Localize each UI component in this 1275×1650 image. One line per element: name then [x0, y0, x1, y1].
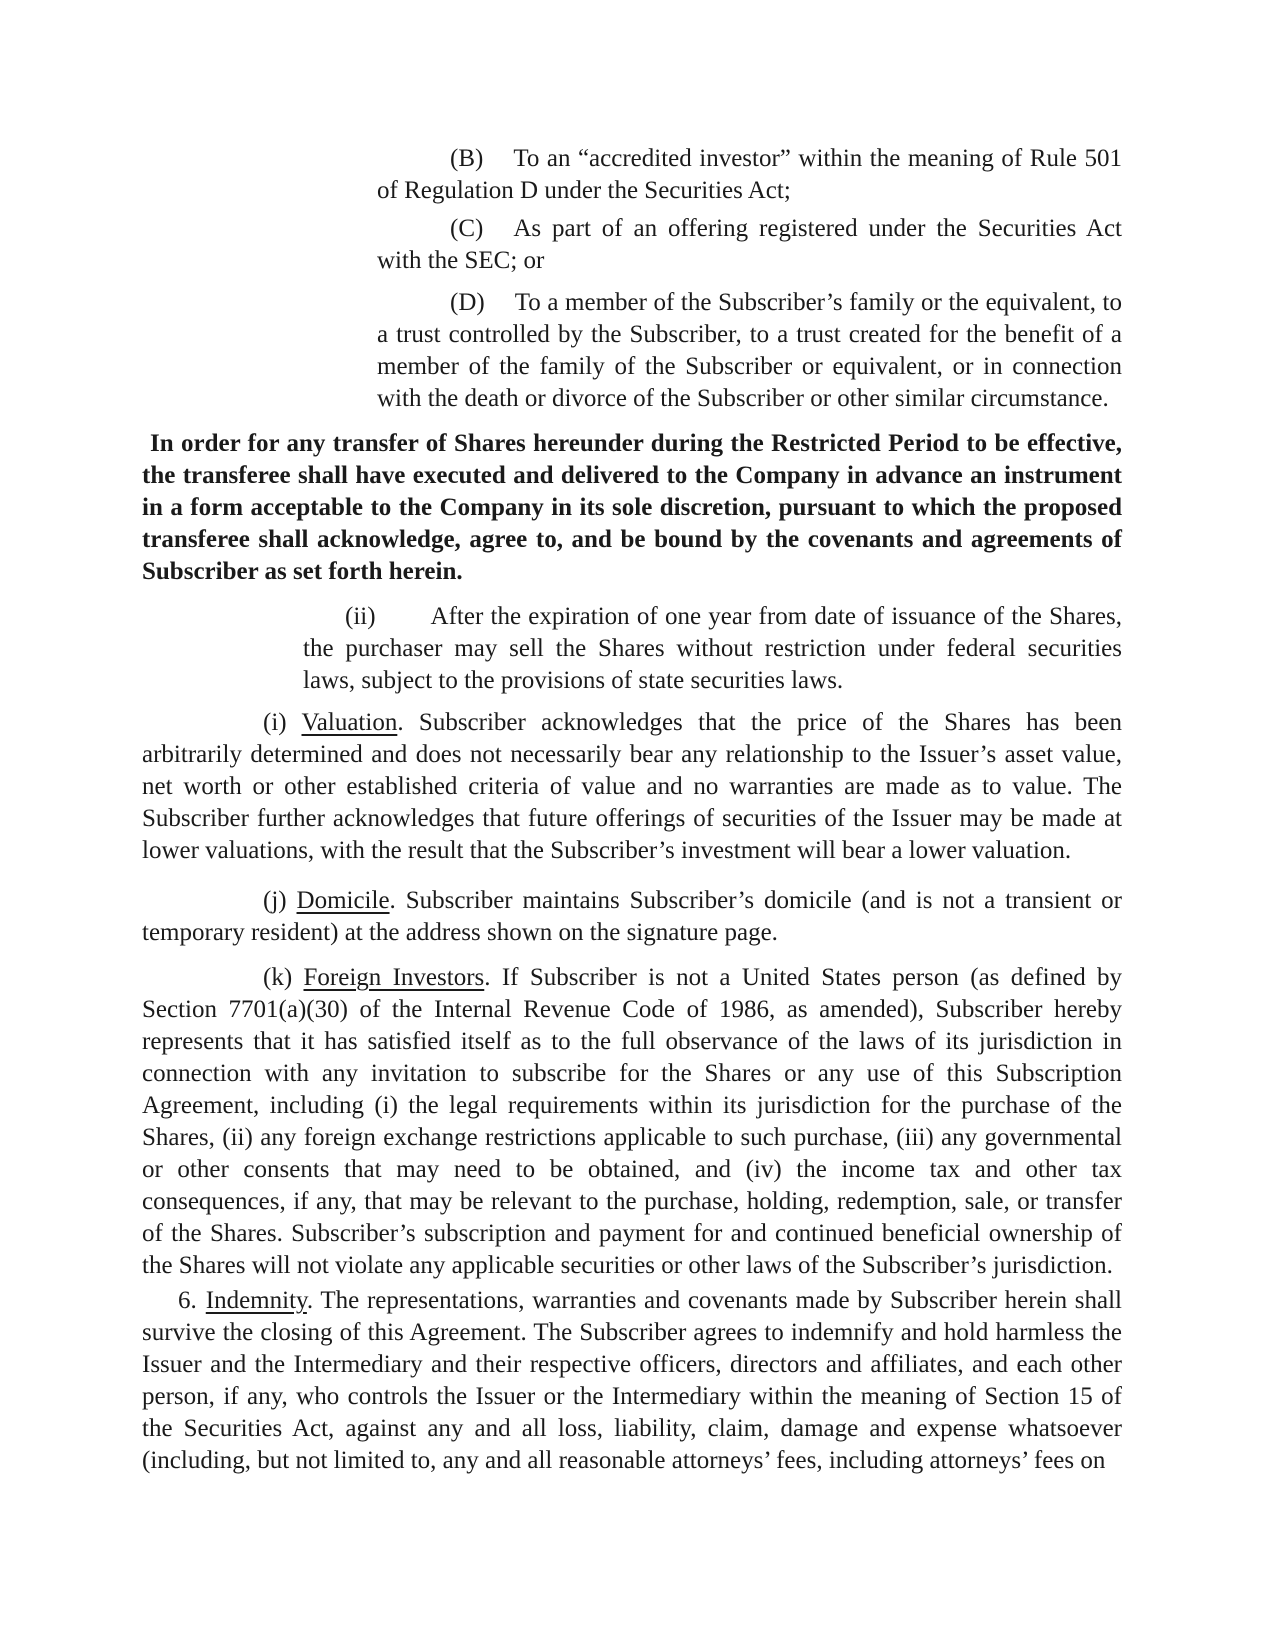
- clause-b-label: (B): [450, 145, 484, 172]
- clause-j-heading: Domicile: [296, 887, 390, 914]
- clause-j-period: .: [389, 887, 396, 914]
- clause-6-label: 6.: [178, 1287, 197, 1314]
- clause-j-label: (j): [263, 887, 287, 914]
- clause-b-text: To an “accredited investor” within the meaning of Rule 501 of Regulation D under the Securities Act;: [377, 145, 1122, 204]
- clause-k-foreign-investors-paragraph: [142, 962, 1122, 1282]
- clause-c-text: As part of an offering registered under the Securities Act with the SEC; or: [377, 215, 1122, 274]
- clause-i-period: .: [397, 709, 404, 736]
- clause-i-label: (i): [263, 709, 287, 736]
- clause-k-label: (k): [263, 964, 293, 991]
- clause-ii-paragraph: [303, 601, 1122, 697]
- clause-d-text: To a member of the Subscriber’s family or the equivalent, to a trust controlled by the Subscriber, to a trust created for the benefit of a member of the family of the Subscriber or equivalent, or in connection with the death or divorce of the Subscriber or other similar circumstance.: [377, 289, 1122, 412]
- clause-j-body: Subscriber maintains Subscriber’s domicile (and is not a transient or temporary resident) at the address shown on the signature page.: [142, 887, 1122, 946]
- bold-transfer-notice: In order for any transfer of Shares hereunder during the Restricted Period to be effective, the transferee shall have executed and delivered to the Company in advance an instrument in a form acceptable to the Company in its sole discretion, pursuant to which the proposed transferee shall acknowledge, agree to, and be bound by the covenants and agreements of Subscriber as set forth herein.: [142, 430, 1122, 585]
- clause-6-period: .: [306, 1287, 314, 1314]
- clause-d-paragraph: [377, 287, 1122, 415]
- clause-d-label: (D): [450, 289, 485, 316]
- clause-i-valuation-paragraph: [142, 707, 1122, 867]
- clause-c-paragraph: [377, 213, 1122, 277]
- clause-b-paragraph: [377, 143, 1122, 207]
- clause-ii-label: (ii): [345, 603, 376, 630]
- clause-i-body: Subscriber acknowledges that the price of the Shares has been arbitrarily determined and does not necessarily bear any relationship to the Issuer’s asset value, net worth or other established criteria of value and no warranties are made as to value. The Subscriber further acknowledges that future offerings of securities of the Issuer may be made at lower valuations, with the result that the Subscriber’s investment will bear a lower valuation.: [142, 709, 1122, 864]
- clause-6-body: The representations, warranties and covenants made by Subscriber herein shall survive the closing of this Agreement. The Subscriber agrees to indemnify and hold harmless the Issuer and the Intermediary and their respective officers, directors and affiliates, and each other person, if any, who controls the Issuer or the Intermediary within the meaning of Section 15 of the Securities Act, against any and all loss, liability, claim, damage and expense whatsoever (including, but not limited to, any and all reasonable attorneys’ fees, including attorneys’ fees on: [142, 1287, 1122, 1474]
- clause-k-heading: Foreign Investors: [303, 964, 485, 991]
- clause-k-body: If Subscriber is not a United States person (as defined by Section 7701(a)(30) of the Internal Revenue Code of 1986, as amended), Subscriber hereby represents that it has satisfied itself as to the full observance of the laws of its jurisdiction in connection with any invitation to subscribe for the Shares or any use of this Subscription Agreement, including (i) the legal requirements within its jurisdiction for the purchase of the Shares, (ii) any foreign exchange restrictions applicable to such purchase, (iii) any governmental or other consents that may need to be obtained, and (iv) the income tax and other tax consequences, if any, that may be relevant to the purchase, holding, redemption, sale, or transfer of the Shares. Subscriber’s subscription and payment for and continued beneficial ownership of the Shares will not violate any applicable securities or other laws of the Subscriber’s jurisdiction.: [142, 964, 1123, 1279]
- clause-6-indemnity-paragraph: [142, 1285, 1122, 1477]
- clause-6-heading: Indemnity: [205, 1287, 307, 1314]
- clause-c-label: (C): [450, 215, 484, 242]
- clause-k-period: .: [484, 964, 491, 991]
- clause-j-domicile-paragraph: [142, 885, 1122, 949]
- clause-ii-text: After the expiration of one year from date of issuance of the Shares, the purchaser may sell the Shares without restriction under federal securities laws, subject to the provisions of state securities laws.: [303, 603, 1122, 694]
- clause-i-heading: Valuation: [301, 709, 398, 736]
